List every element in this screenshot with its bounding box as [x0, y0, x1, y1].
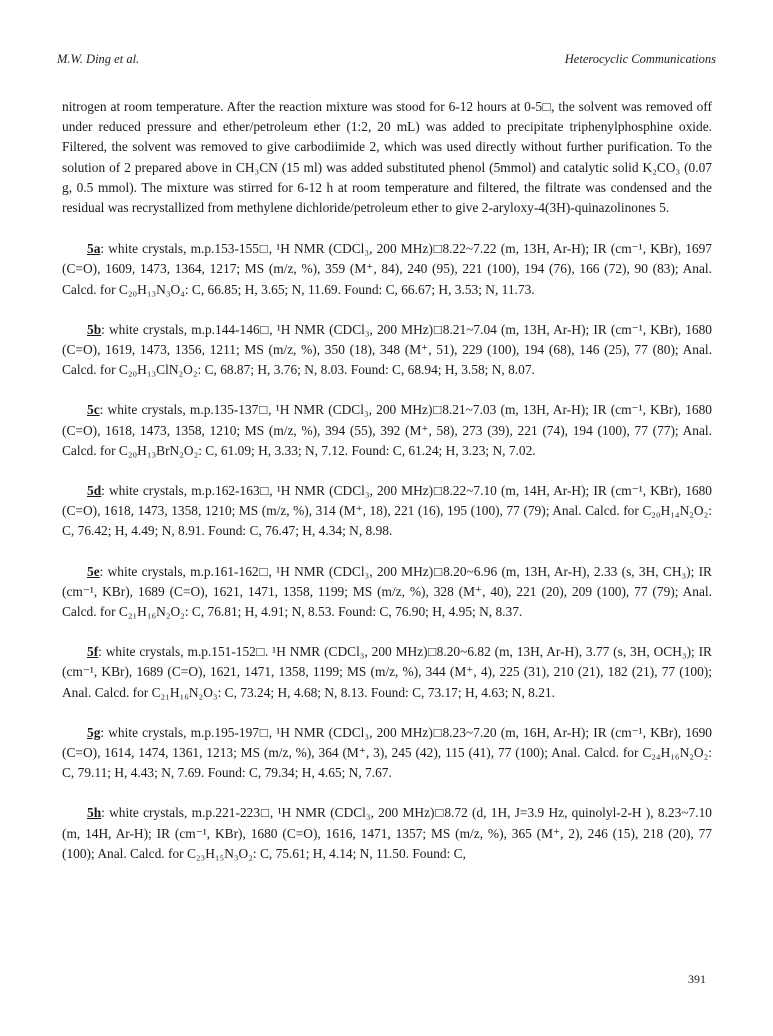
compound-data: : white crystals, m.p.162-163□, ¹H NMR (CDCl₃, 200 MHz)□8.22~7.10 (m, 14H, Ar-H); IR (cm⁻¹, KBr), 1680 (C=O), 1618, 1473, 1358, 1210; MS (m/z, %), 314 (M⁺, 18), 221 (16), 195 (100), 77 (79); Anal. Calcd. for C₂₀H₁₄N₂O₂: C, 76.42; H, 4.49; N, 8.91. Found: C, 76.47; H, 4.34; N, 8.98.: [62, 483, 712, 539]
compound-data: : white crystals, m.p.161-162□, ¹H NMR (CDCl₃, 200 MHz)□8.20~6.96 (m, 13H, Ar-H), 2.33 (s, 3H, CH₃); IR (cm⁻¹, KBr), 1689 (C=O), 1621, 1471, 1358, 1199; MS (m/z, %), 328 (M⁺, 40), 221 (20), 209 (100), 77 (79); Anal. Calcd. for C₂₁H₁₆N₂O₂: C, 76.81; H, 4.91; N, 8.53. Found: C, 76.90; H, 4.95; N, 8.37.: [62, 563, 712, 620]
compound-data: : white crystals, m.p.135-137□, ¹H NMR (CDCl₃, 200 MHz)□8.21~7.03 (m, 13H, Ar-H); IR (cm⁻¹, KBr), 1680 (C=O), 1618, 1473, 1358, 1210; MS (m/z, %), 394 (55), 392 (M⁺, 58), 273 (39), 221 (74), 194 (100), 77 (77); Anal. Calcd. for C₂₀H₁₃BrN₂O₂: C, 61.09; H, 3.33; N, 7.12. Found: C, 61.24; H, 3.23; N, 7.02.: [62, 402, 712, 458]
compound-data: : white crystals, m.p.151-152□. ¹H NMR (CDCl₃, 200 MHz)□8.20~6.82 (m, 13H, Ar-H), 3.77 (s, 3H, OCH₃); IR (cm⁻¹, KBr), 1689 (C=O), 1621, 1471, 1358, 1199; MS (m/z, %), 344 (M⁺, 4), 225 (31), 210 (21), 182 (21), 77 (100); Anal. Calcd. for C₂₁H₁₆N₂O₃: C, 73.24; H, 4.68; N, 8.13. Found: C, 73.17; H, 4.63; N, 8.21.: [62, 644, 712, 700]
body-text: [62, 97, 712, 884]
compound-data: : white crystals, m.p.144-146□, ¹H NMR (CDCl₃, 200 MHz)□8.21~7.04 (m, 13H, Ar-H); IR (cm⁻¹, KBr), 1680 (C=O), 1619, 1473, 1356, 1211; MS (m/z, %), 350 (18), 348 (M⁺, 51), 229 (100), 194 (68), 146 (25), 77 (80); Anal. Calcd. for C₂₀H₁₃ClN₂O₂: C, 68.87; H, 3.76; N, 8.03. Found: C, 68.94; H, 3.58; N, 8.07.: [62, 321, 712, 378]
compound-id: 5g: [87, 724, 101, 740]
compound-data: : white crystals, m.p.195-197□, ¹H NMR (CDCl₃, 200 MHz)□8.23~7.20 (m, 16H, Ar-H); IR (cm⁻¹, KBr), 1690 (C=O), 1614, 1474, 1361, 1213; MS (m/z, %), 364 (M⁺, 3), 245 (42), 115 (41), 77 (100); Anal. Calcd. for C₂₄H₁₆N₂O₂: C, 79.11; H, 4.43; N, 7.69. Found: C, 79.34; H, 4.65; N, 7.67.: [62, 724, 712, 781]
compound-entry-5h: [62, 803, 712, 864]
compound-entry-5a: [62, 239, 712, 300]
compound-entry-5b: [62, 320, 712, 381]
compound-entry-5e: [62, 562, 712, 623]
compound-entry-5c: [62, 400, 712, 461]
page-number: 391: [688, 972, 706, 986]
compound-entry-5d: [62, 481, 712, 542]
compound-id: 5b: [87, 321, 102, 337]
compound-data: : white crystals, m.p.153-155□, ¹H NMR (CDCl₃, 200 MHz)□8.22~7.22 (m, 13H, Ar-H); IR (cm⁻¹, KBr), 1697 (C=O), 1609, 1473, 1364, 1217; MS (m/z, %), 359 (M⁺, 84), 240 (95), 221 (100), 194 (76), 166 (72), 90 (83); Anal. Calcd. for C₂₀H₁₃N₃O₄: C, 66.85; H, 3.65; N, 11.69. Found: C, 66.67; H, 3.53; N, 11.73.: [62, 241, 712, 297]
compound-entry-5g: [62, 723, 712, 784]
compound-id: 5e: [87, 563, 100, 579]
compound-data: : white crystals, m.p.221-223□, ¹H NMR (CDCl₃, 200 MHz)□8.72 (d, 1H, J=3.9 Hz, quinolyl-2-H ), 8.23~7.10 (m, 14H, Ar-H); IR (cm⁻¹, KBr), 1680 (C=O), 1616, 1471, 1357; MS (m/z, %), 365 (M⁺, 2), 246 (15), 218 (20), 77 (100); Anal. Calcd. for C₂₃H₁₅N₃O₂: C, 75.61; H, 4.14; N, 11.50. Found: C,: [62, 805, 712, 861]
compound-id: 5d: [87, 483, 102, 499]
compound-id: 5h: [87, 805, 102, 821]
intro-paragraph: nitrogen at room temperature. After the reaction mixture was stood for 6-12 hours at 0-5□, the solvent was removed off under reduced pressure and ether/petroleum ether (1:2, 20 mL) was added to precipitate triphenylphosphine oxide. Filtered, the solvent was removed to give carbodiimide 2, which was used directly without further purification. To the solution of 2 prepared above in CH₃CN (15 ml) was added substituted phenol (5mmol) and catalytic solid K₂CO₃ (0.07 g, 0.5 mmol). The mixture was stirred for 6-12 h at room temperature and filtered, the filtrate was condensed and the residual was recrystallized from methylene dichloride/petroleum ether to give 2-aryloxy-4(3H)-quinazolinones 5.: [62, 99, 712, 216]
compound-id: 5c: [87, 402, 100, 418]
compound-id: 5f: [87, 644, 99, 660]
running-header-authors: M.W. Ding et al.: [57, 52, 140, 66]
compound-entry-5f: [62, 642, 712, 703]
running-header-journal: Heterocyclic Communications: [564, 52, 716, 66]
compound-id: 5a: [87, 241, 101, 257]
